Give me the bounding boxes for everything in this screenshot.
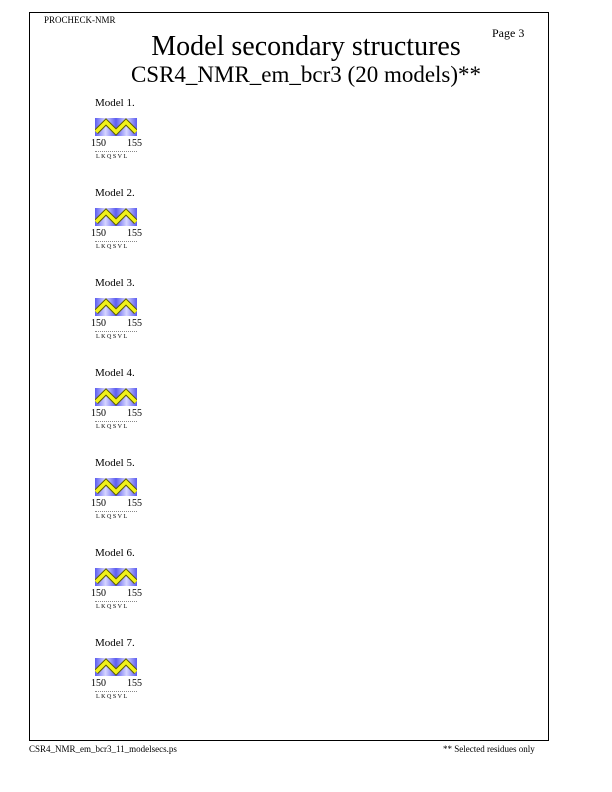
residue-sequence: LKQSVL [96, 334, 129, 340]
residue-end-number: 155 [127, 678, 142, 689]
sequence-ruler [95, 241, 137, 242]
model-block [91, 97, 155, 187]
residue-start-number: 150 [91, 228, 106, 239]
secondary-structure-bar [95, 118, 137, 136]
model-label: Model 4. [95, 367, 135, 379]
model-block [91, 547, 155, 637]
secondary-structure-bar [95, 388, 137, 406]
program-name: PROCHECK-NMR [44, 15, 116, 25]
residue-end-number: 155 [127, 138, 142, 149]
model-block [91, 637, 155, 727]
residue-sequence: LKQSVL [96, 154, 129, 160]
model-label: Model 2. [95, 187, 135, 199]
residue-end-number: 155 [127, 498, 142, 509]
secondary-structure-bar [95, 298, 137, 316]
model-label: Model 6. [95, 547, 135, 559]
sequence-ruler [95, 601, 137, 602]
residue-start-number: 150 [91, 138, 106, 149]
residue-start-number: 150 [91, 498, 106, 509]
sequence-ruler [95, 151, 137, 152]
residue-start-number: 150 [91, 588, 106, 599]
residue-start-number: 150 [91, 678, 106, 689]
sequence-ruler [95, 691, 137, 692]
secondary-structure-bar [95, 658, 137, 676]
residue-sequence: LKQSVL [96, 514, 129, 520]
secondary-structure-bar [95, 208, 137, 226]
residue-sequence: LKQSVL [96, 604, 129, 610]
residue-sequence: LKQSVL [96, 424, 129, 430]
sequence-ruler [95, 331, 137, 332]
model-label: Model 1. [95, 97, 135, 109]
footer-filename: CSR4_NMR_em_bcr3_11_modelsecs.ps [29, 744, 177, 754]
residue-end-number: 155 [127, 408, 142, 419]
model-label: Model 7. [95, 637, 135, 649]
model-label: Model 3. [95, 277, 135, 289]
model-label: Model 5. [95, 457, 135, 469]
model-block [91, 457, 155, 547]
page-title: Model secondary structures [151, 31, 461, 62]
residue-sequence: LKQSVL [96, 244, 129, 250]
residue-end-number: 155 [127, 588, 142, 599]
page-subtitle: CSR4_NMR_em_bcr3 (20 models)** [130, 62, 482, 87]
secondary-structure-bar [95, 568, 137, 586]
secondary-structure-bar [95, 478, 137, 496]
footer-note: ** Selected residues only [443, 744, 535, 754]
residue-sequence: LKQSVL [96, 694, 129, 700]
model-block [91, 187, 155, 277]
residue-start-number: 150 [91, 408, 106, 419]
sequence-ruler [95, 421, 137, 422]
residue-start-number: 150 [91, 318, 106, 329]
page-number: Page 3 [492, 26, 525, 40]
sequence-ruler [95, 511, 137, 512]
model-block [91, 277, 155, 367]
residue-end-number: 155 [127, 228, 142, 239]
model-block [91, 367, 155, 457]
residue-end-number: 155 [127, 318, 142, 329]
